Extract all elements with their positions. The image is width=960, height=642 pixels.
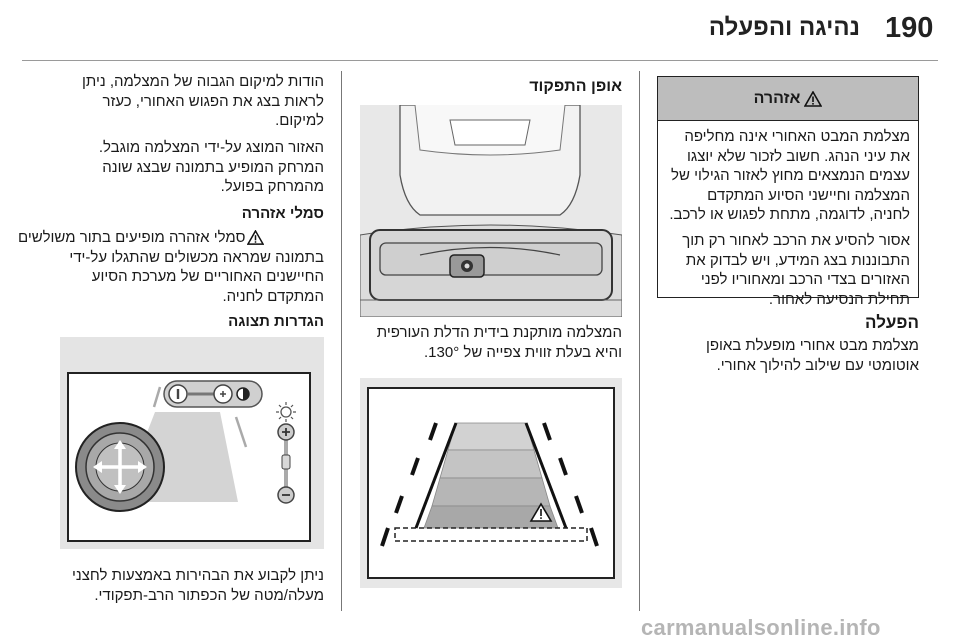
camera-position-paragraph [18, 72, 324, 131]
display-settings-heading: הגדרות תצוגה [228, 313, 324, 330]
figure-caption [358, 323, 622, 362]
text-line: מעלה/מטה של הכפתור הרב-תפקודי. [94, 586, 324, 604]
page-number: 190 [885, 12, 934, 44]
warning-title: אזהרה [753, 89, 801, 107]
warning-symbols-paragraph [18, 228, 324, 306]
activation-line: מצלמת מבט אחורי מופעלת באופן [705, 337, 919, 354]
activation-heading: הפעלה [865, 313, 919, 332]
text-line: סמלי אזהרה מופיעים בתור משולשים [18, 229, 246, 246]
text-line: המרחק המופיע בתמונה שבצג שונה [102, 158, 324, 176]
warning-paragraph-1 [658, 121, 918, 225]
warning-symbols-first-line [18, 228, 324, 248]
warning-triangle-icon [247, 230, 264, 245]
camera-location-figure [360, 105, 622, 317]
activation-line: אוטומטי עם שילוב להילוך אחורי. [716, 356, 919, 374]
watermark: carmanualsonline.info [641, 615, 881, 640]
caption-line: והיא בעלת זווית צפייה של 130°. [424, 343, 622, 361]
section-title: נהיגה והפעלה [708, 14, 860, 41]
warning-line: לחניה, לדוגמה, מתחת לפגוש או לרכב. [669, 206, 910, 224]
warning-box [657, 76, 919, 308]
column-divider-right [639, 71, 640, 611]
warning-line: את עיני הנהג. חשוב לזכור שלא יוצגו [686, 147, 910, 165]
activation-section [655, 313, 919, 375]
camera-display-figure [360, 378, 622, 588]
warning-line: התבוננות בצג המידע, ויש לבדוק את [685, 251, 910, 269]
warning-line: מצלמת המבט האחורי אינה מחליפה [684, 128, 910, 145]
warning-line: אסור להסיע את הרכב לאחור רק תוך [682, 231, 910, 249]
warning-paragraph-2 [658, 225, 918, 309]
rear-camera-display-illustration [360, 378, 622, 588]
settings-paragraph [18, 566, 324, 605]
warning-line: המצלמה וחיישני הסיוע המתקדם [707, 186, 910, 204]
limited-area-paragraph [18, 138, 324, 197]
caption-line: המצלמה מותקנת בידית הדלת העורפית [376, 324, 622, 341]
text-line: החיישנים האחוריים של מערכת הסיוע [91, 268, 324, 286]
text-line: האזור המוצג על-ידי המצלמה מוגבל. [98, 139, 324, 156]
warning-symbols-heading: סמלי אזהרה [241, 205, 324, 222]
warning-triangle-icon [804, 91, 822, 107]
text-line: למיקום. [275, 112, 324, 130]
function-heading: אופן התפקוד [529, 78, 622, 95]
warning-line: האזורים בצדי הרכב ומאחוריו לפני [700, 271, 910, 289]
brightness-setting-figure [60, 337, 324, 549]
text-line: המתקדם לחניה. [222, 287, 324, 305]
brightness-control-illustration [60, 337, 324, 549]
warning-line: עצמים הנמצאים מחוץ לאזור הגילוי של [671, 167, 910, 185]
tailgate-camera-illustration [360, 105, 622, 317]
warning-line: תחילת הנסיעה לאחור. [768, 290, 910, 308]
text-line: הודות למיקום הגבוה של המצלמה, ניתן [81, 73, 324, 90]
text-line: לראות בצג את הפגוש האחורי, כעזר [102, 92, 324, 110]
text-line: מהמרחק בפועל. [220, 178, 324, 196]
warning-box-header [658, 77, 918, 121]
header-rule [22, 60, 938, 61]
text-line: בתמונה שמראה מכשולים שהתגלו על-ידי [69, 248, 324, 266]
text-line: ניתן לקבוע את הבהירות באמצעות לחצני [71, 567, 324, 584]
column-divider-left [341, 71, 342, 611]
